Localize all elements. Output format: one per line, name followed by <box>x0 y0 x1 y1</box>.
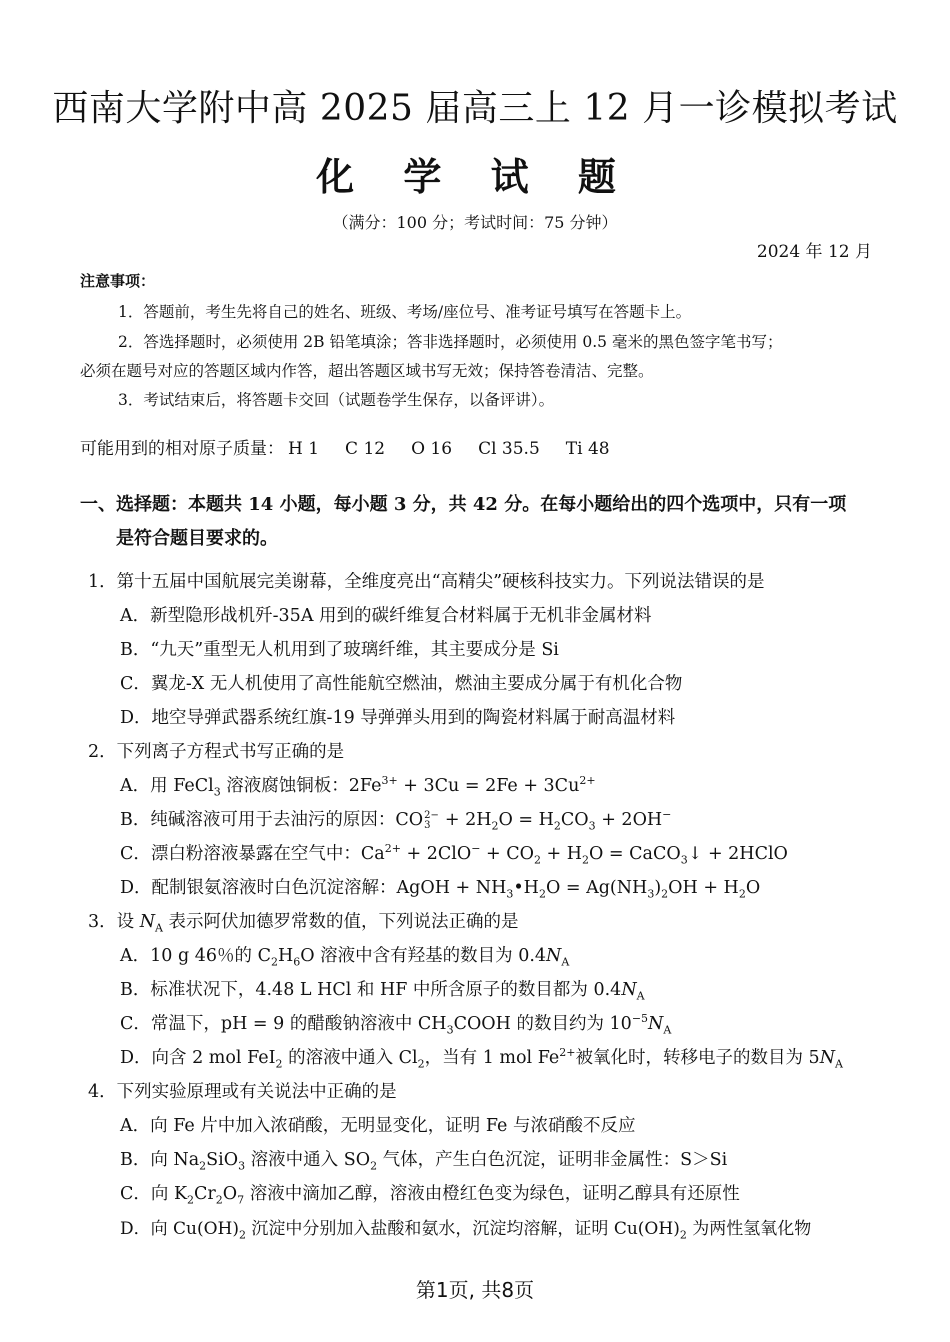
q4-option-b: B．向 $Na_2SiO_3$ 溶液中通入 $SO_2$ 气体，产生白色沉淀，证明非金属性：S＞Si <box>120 1150 728 1173</box>
exam-date: 2024 年 12 月 <box>756 242 872 262</box>
mass-h: H 1 <box>288 439 320 459</box>
q2-option-c: C．漂白粉溶液暴露在空气中：$Ca^{2+} + 2ClO^- + CO_2 + H_2O$ = CaCO$_3$↓ + 2HClO <box>120 842 788 867</box>
notice-item-2a: 2．答选择题时，必须使用 2B 铅笔填涂；答非选择题时，必须使用 0.5 毫米的黑色签字笔书写； <box>118 333 783 351</box>
q3-option-b: B．标准状况下，4.48 L HCl 和 HF 中所含原子的数目都为 $0.4N_A$ <box>120 980 645 1003</box>
exam-meta: （满分：100 分；考试时间：75 分钟） <box>332 213 618 232</box>
mass-c: C 12 <box>345 439 386 459</box>
q2-stem: 2．下列离子方程式书写正确的是 <box>88 742 345 762</box>
q4-option-a: A．向 Fe 片中加入浓硝酸，无明显变化，证明 Fe 与浓硝酸不反应 <box>120 1116 636 1136</box>
notice-item-2b: 必须在题号对应的答题区域内作答，超出答题区域书写无效；保持答卷清洁、完整。 <box>80 362 654 380</box>
subject-title: 化 学 试 题 <box>316 154 634 199</box>
q1-stem: 1．第十五届中国航展完美谢幕，全维度亮出“高精尖”硬核科技实力。下列说法错误的是 <box>88 572 765 592</box>
masses-label: 可能用到的相对原子质量： <box>80 439 284 459</box>
mass-cl: Cl 35.5 <box>478 439 540 459</box>
q2-option-d: D．配制银氨溶液时白色沉淀溶解：AgOH + $NH_3•H_2O = Ag(NH_3)_2OH + H_2O$ <box>120 878 761 901</box>
q1-option-d: D．地空导弹武器系统红旗-19 导弹弹头用到的陶瓷材料属于耐高温材料 <box>120 708 676 728</box>
section-line-1: 一、选择题：本题共 14 小题，每小题 3 分，共 42 分。在每小题给出的四个选项中，只有一项 <box>80 494 847 515</box>
q2-option-b: B．纯碱溶液可用于去油污的原因：CO 2− 3 + $2H_2O = H_2CO_3 + 2OH^-$ <box>120 808 672 833</box>
q1-option-c: C．翼龙-X 无人机使用了高性能航空燃油，燃油主要成分属于有机化合物 <box>120 674 683 694</box>
section-line-2: 是符合题目要求的。 <box>116 528 278 549</box>
q3-stem: 3．设 $N_A$ 表示阿伏加德罗常数的值，下列说法正确的是 <box>88 912 519 935</box>
q1-option-b: B．“九天”重型无人机用到了玻璃纤维，其主要成分是 Si <box>120 640 559 660</box>
notice-heading: 注意事项： <box>80 272 156 290</box>
q4-stem: 4．下列实验原理或有关说法中正确的是 <box>88 1082 397 1102</box>
mass-ti: Ti 48 <box>565 439 610 459</box>
exam-title: 西南大学附中高 2025 届高三上 12 月一诊模拟考试 <box>52 88 898 129</box>
notice-item-1: 1．答题前，考生先将自己的姓名、班级、考场/座位号、准考证号填写在答题卡上。 <box>118 303 692 321</box>
q2-option-a: A．用 FeCl$_3$ 溶液腐蚀铜板：$2Fe^{3+} + 3Cu = 2Fe + 3Cu^{2+}$ <box>120 774 596 799</box>
q3-option-a: A．10 g 46％的 $C_2H_6O$ 溶液中含有羟基的数目为 $0.4N_A$ <box>120 946 570 969</box>
notice-item-3: 3．考试结束后，将答题卡交回（试题卷学生保存，以备评讲）。 <box>118 391 555 409</box>
q3-option-c: C．常温下，pH = 9 的醋酸钠溶液中 $CH_3COOH$ 的数目约为 $10^{-5}N_A$ <box>120 1012 672 1037</box>
q4-option-d: D．向 $Cu(OH)_2$ 沉淀中分别加入盐酸和氨水，沉淀均溶解，证明 $Cu(OH)_2$ 为两性氢氧化物 <box>120 1219 812 1242</box>
atomic-masses <box>80 434 636 459</box>
page-footer: 第1页, 共8页 <box>415 1278 535 1302</box>
mass-o: O 16 <box>411 439 453 459</box>
q3-option-d: D．向含 2 mol FeI$_2$ 的溶液中通入 $Cl_2$，当有 1 mol $Fe^{2+}$被氧化时，转移电子的数目为 $5N_A$ <box>120 1046 843 1071</box>
section-heading <box>80 488 880 556</box>
q4-option-c: C．向 $K_2Cr_2O_7$ 溶液中滴加乙醇，溶液由橙红色变为绿色，证明乙醇具有还原性 <box>120 1184 740 1207</box>
q1-option-a: A．新型隐形战机歼-35A 用到的碳纤维复合材料属于无机非金属材料 <box>120 606 652 626</box>
